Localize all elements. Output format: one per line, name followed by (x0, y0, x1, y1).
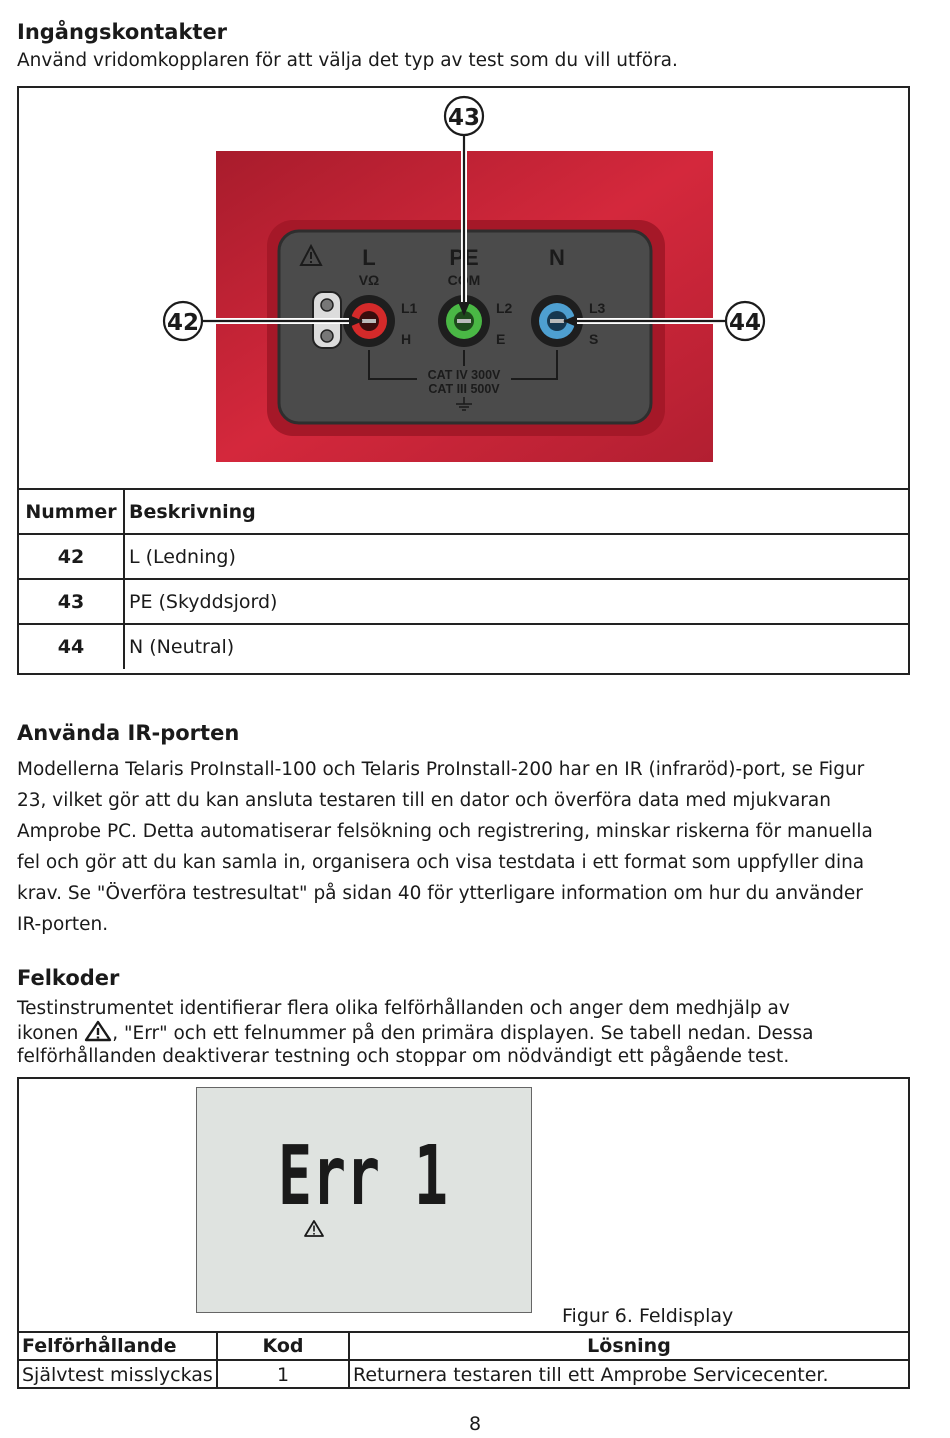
row-description: L (Ledning) (124, 534, 908, 579)
callout-43 (445, 97, 483, 135)
section-heading-input-jacks: Ingångskontakter (17, 20, 228, 44)
paragraph-line: felförhållanden deaktiverar testning och stoppar om nödvändigt ett pågående test. (17, 1046, 790, 1067)
page-number: 8 (468, 1413, 482, 1435)
figure-caption: Figur 6. Feldisplay (562, 1305, 734, 1327)
error-readout: Err 1 (278, 1129, 448, 1224)
callout-44 (726, 302, 764, 340)
table-row (19, 624, 908, 669)
svg-text:44: 44 (728, 310, 762, 336)
paragraph-line: Modellerna Telaris ProInstall-100 och Telaris ProInstall-200 har en IR (infraröd)-port, se Figur (17, 759, 865, 780)
error-code-table (19, 1331, 908, 1388)
label-l: L (362, 245, 376, 270)
row-code: 1 (217, 1360, 349, 1388)
row-condition: Självtest misslyckas (19, 1360, 217, 1388)
header-number: Nummer (19, 489, 124, 534)
lcd-readout (197, 1088, 530, 1311)
jack-description-table (19, 488, 908, 669)
label-com: COM (447, 272, 481, 288)
svg-text:43: 43 (447, 105, 481, 131)
table-row (19, 1360, 908, 1388)
section-heading-ir-port: Använda IR-porten (17, 721, 240, 745)
row-description: N (Neutral) (124, 624, 908, 669)
paragraph-line: ikonen , "Err" och ett felnummer på den primära displayen. Se tabell nedan. Dessa (17, 1020, 937, 1045)
paragraph-line: Amprobe PC. Detta automatiserar felsökning och registrering, minskar riskerna för manuella (17, 821, 873, 842)
row-description: PE (Skyddsjord) (124, 579, 908, 624)
table-row (19, 579, 908, 624)
input-jacks-figure-box (17, 86, 910, 675)
table-header-row (19, 1332, 908, 1360)
header-condition: Felförhållande (19, 1332, 217, 1360)
row-solution: Returnera testaren till ett Amprobe Servicecenter. (349, 1360, 908, 1388)
paragraph-line: 23, vilket gör att du kan ansluta testaren till en dator och överföra data med mjukvaran (17, 790, 831, 811)
label-vohm: VΩ (358, 272, 380, 288)
label-cat-iii: CAT III 500V (428, 382, 500, 396)
header-code: Kod (217, 1332, 349, 1360)
label-l1: L1 (401, 300, 418, 316)
table-header-row (19, 489, 908, 534)
ir-port-paragraph (17, 754, 937, 940)
error-codes-paragraph (17, 997, 937, 1068)
table-row (19, 534, 908, 579)
paragraph-line: fel och gör att du kan samla in, organisera och visa testdata i ett format som uppfyller dina (17, 852, 865, 873)
paragraph-line: Testinstrumentet identifierar flera olika felförhållanden och anger dem medhjälp av (17, 998, 790, 1019)
svg-text:42: 42 (166, 310, 200, 336)
label-s: S (589, 331, 599, 347)
input-jacks-illustration (19, 88, 908, 488)
header-solution: Lösning (349, 1332, 908, 1360)
label-pe: PE (449, 245, 479, 270)
label-l3: L3 (589, 300, 606, 316)
lcd-display (196, 1087, 532, 1313)
section-intro: Använd vridomkopplaren för att välja det typ av test som du vill utföra. (17, 50, 678, 71)
label-cat-iv: CAT IV 300V (427, 368, 501, 382)
row-number: 42 (19, 534, 124, 579)
paragraph-line: krav. Se "Överföra testresultat" på sidan 40 för ytterligare information om hur du använder (17, 883, 863, 904)
label-l2: L2 (496, 300, 513, 316)
error-display-box (17, 1077, 910, 1389)
label-e: E (496, 331, 506, 347)
row-number: 43 (19, 579, 124, 624)
label-n: N (549, 245, 565, 270)
section-heading-error-codes: Felkoder (17, 966, 120, 990)
callout-42 (164, 302, 202, 340)
row-number: 44 (19, 624, 124, 669)
warning-icon (84, 1020, 112, 1042)
header-description: Beskrivning (124, 489, 908, 534)
paragraph-line: IR-porten. (17, 914, 109, 935)
label-h: H (401, 331, 412, 347)
